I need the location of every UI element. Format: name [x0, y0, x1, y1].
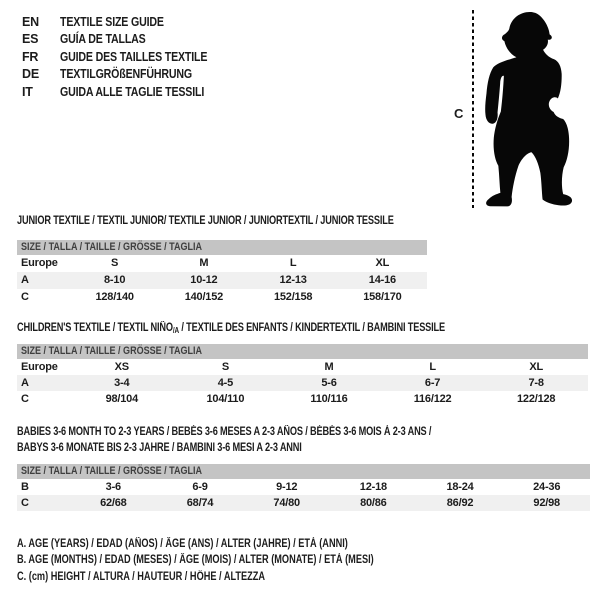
age-cell: 5-6 — [321, 377, 337, 389]
months-cell: 18-24 — [446, 481, 474, 493]
height-cell: 68/74 — [186, 497, 214, 509]
height-cell: 128/140 — [95, 291, 134, 303]
language-code: ES — [22, 32, 39, 47]
height-cell: 110/116 — [310, 393, 348, 405]
babies-section-title: BABIES 3-6 MONTH TO 2-3 YEARS / BEBÉS 3-6 MESES A 2-3 AÑOS / BÉBÉS 3-6 MOIS À 2-3 ANS / BABYS 3-6 MONATE BIS 2-3 JAHRE / BAMBINI 3-6 MESI A 2-3 ANNI — [17, 426, 432, 454]
table-row-height — [17, 391, 588, 407]
age-cell: 14-16 — [368, 274, 396, 286]
children-size-table — [17, 344, 588, 407]
row-label: C — [21, 497, 29, 509]
size-cell: XS — [114, 361, 129, 373]
months-cell: 6-9 — [192, 481, 208, 493]
age-cell: 7-8 — [528, 377, 544, 389]
height-cell: 122/128 — [516, 393, 556, 405]
row-label: B — [21, 481, 29, 493]
age-cell: 10-12 — [190, 274, 218, 286]
size-header-band: SIZE / TALLA / TAILLE / GRÖSSE / TAGLIA — [17, 464, 590, 479]
height-cell: 80/86 — [360, 497, 387, 509]
months-cell: 24-36 — [533, 481, 561, 493]
age-cell: 8-10 — [104, 274, 126, 286]
height-cell: 104/110 — [206, 393, 245, 405]
height-cell: 62/68 — [100, 497, 127, 509]
footnote-legend — [17, 536, 463, 585]
language-row — [22, 84, 233, 101]
height-cell: 86/92 — [446, 497, 474, 509]
language-title: TEXTILGRÖßENFÜHRUNG — [60, 67, 192, 82]
age-cell: 3-4 — [114, 377, 130, 389]
table-row-europe — [17, 359, 588, 375]
table-row-height — [17, 289, 427, 306]
language-title: TEXTILE SIZE GUIDE — [60, 15, 164, 29]
height-cell: 98/104 — [105, 393, 139, 405]
language-code: FR — [22, 49, 39, 64]
size-header-band: SIZE / TALLA / TAILLE / GRÖSSE / TAGLIA — [17, 240, 427, 255]
row-label: C — [21, 291, 29, 303]
footnote-a: A. AGE (YEARS) / EDAD (AÑOS) / ÂGE (ANS) / ALTER (JAHRE) / ETÀ (ANNI) — [17, 538, 348, 550]
size-header-band: SIZE / TALLA / TAILLE / GRÖSSE / TAGLIA — [17, 344, 588, 359]
size-cell: XL — [529, 361, 543, 373]
language-title-list — [22, 14, 233, 101]
size-cell: S — [111, 257, 119, 269]
row-label: Europe — [21, 361, 58, 373]
age-cell: 6-7 — [424, 377, 441, 389]
height-measure-dashed-line — [472, 10, 474, 208]
size-cell: M — [324, 361, 334, 373]
table-row-europe — [17, 255, 427, 272]
footnote-c: C. (cm) HEIGHT / ALTURA / HAUTEUR / HÖHE / ALTEZZA — [17, 570, 266, 583]
age-cell: 4-5 — [217, 377, 234, 389]
row-label: Europe — [21, 257, 58, 269]
language-title: GUÍA DE TALLAS — [60, 32, 146, 47]
height-cell: 158/170 — [363, 291, 402, 303]
language-code: IT — [22, 84, 33, 99]
height-cell: 116/122 — [413, 393, 452, 405]
table-row-height — [17, 495, 590, 511]
junior-size-table — [17, 240, 427, 306]
height-cell: 152/158 — [273, 291, 313, 303]
table-row-months — [17, 479, 590, 495]
babies-size-table — [17, 464, 590, 511]
language-row — [22, 14, 233, 31]
footnote-b: B. AGE (MONTHS) / EDAD (MESES) / ÂGE (MOIS) / ALTER (MONATE) / ETÀ (MESI) — [17, 554, 374, 567]
language-title: GUIDE DES TAILLES TEXTILE — [60, 49, 208, 64]
months-cell: 3-6 — [105, 481, 121, 493]
language-code: DE — [22, 67, 39, 82]
row-label: A — [21, 274, 29, 286]
height-cell: 92/98 — [533, 497, 560, 509]
row-label: C — [21, 393, 29, 405]
size-cell: M — [199, 257, 209, 269]
height-cell: 74/80 — [273, 497, 300, 509]
junior-section-title: JUNIOR TEXTILE / TEXTIL JUNIOR/ TEXTILE JUNIOR / JUNIORTEXTIL / JUNIOR TESSILE — [17, 215, 394, 227]
months-cell: 9-12 — [276, 481, 298, 493]
size-cell: L — [429, 361, 436, 373]
table-row-age — [17, 375, 588, 391]
language-code: EN — [22, 15, 39, 29]
row-label: A — [21, 377, 29, 389]
language-row — [22, 66, 233, 83]
size-cell: XL — [375, 257, 390, 269]
height-cell: 140/152 — [184, 291, 224, 303]
months-cell: 12-18 — [359, 481, 387, 493]
language-row — [22, 49, 233, 66]
language-row — [22, 31, 233, 48]
size-cell: S — [221, 361, 229, 373]
height-measure-label: C — [454, 106, 464, 121]
children-section-title: CHILDREN'S TEXTILE / TEXTIL $NIÑO_{/A}$ / TEXTILE DES ENFANTS / KINDERTEXTIL / BAMBINI TESSILE — [17, 322, 445, 335]
baby-silhouette-icon — [484, 11, 575, 207]
language-title: GUIDA ALLE TAGLIE TESSILI — [60, 84, 205, 99]
age-cell: 12-13 — [279, 274, 307, 286]
title-subscript: /A — [172, 326, 179, 335]
table-row-age — [17, 272, 427, 289]
size-cell: L — [289, 257, 297, 269]
